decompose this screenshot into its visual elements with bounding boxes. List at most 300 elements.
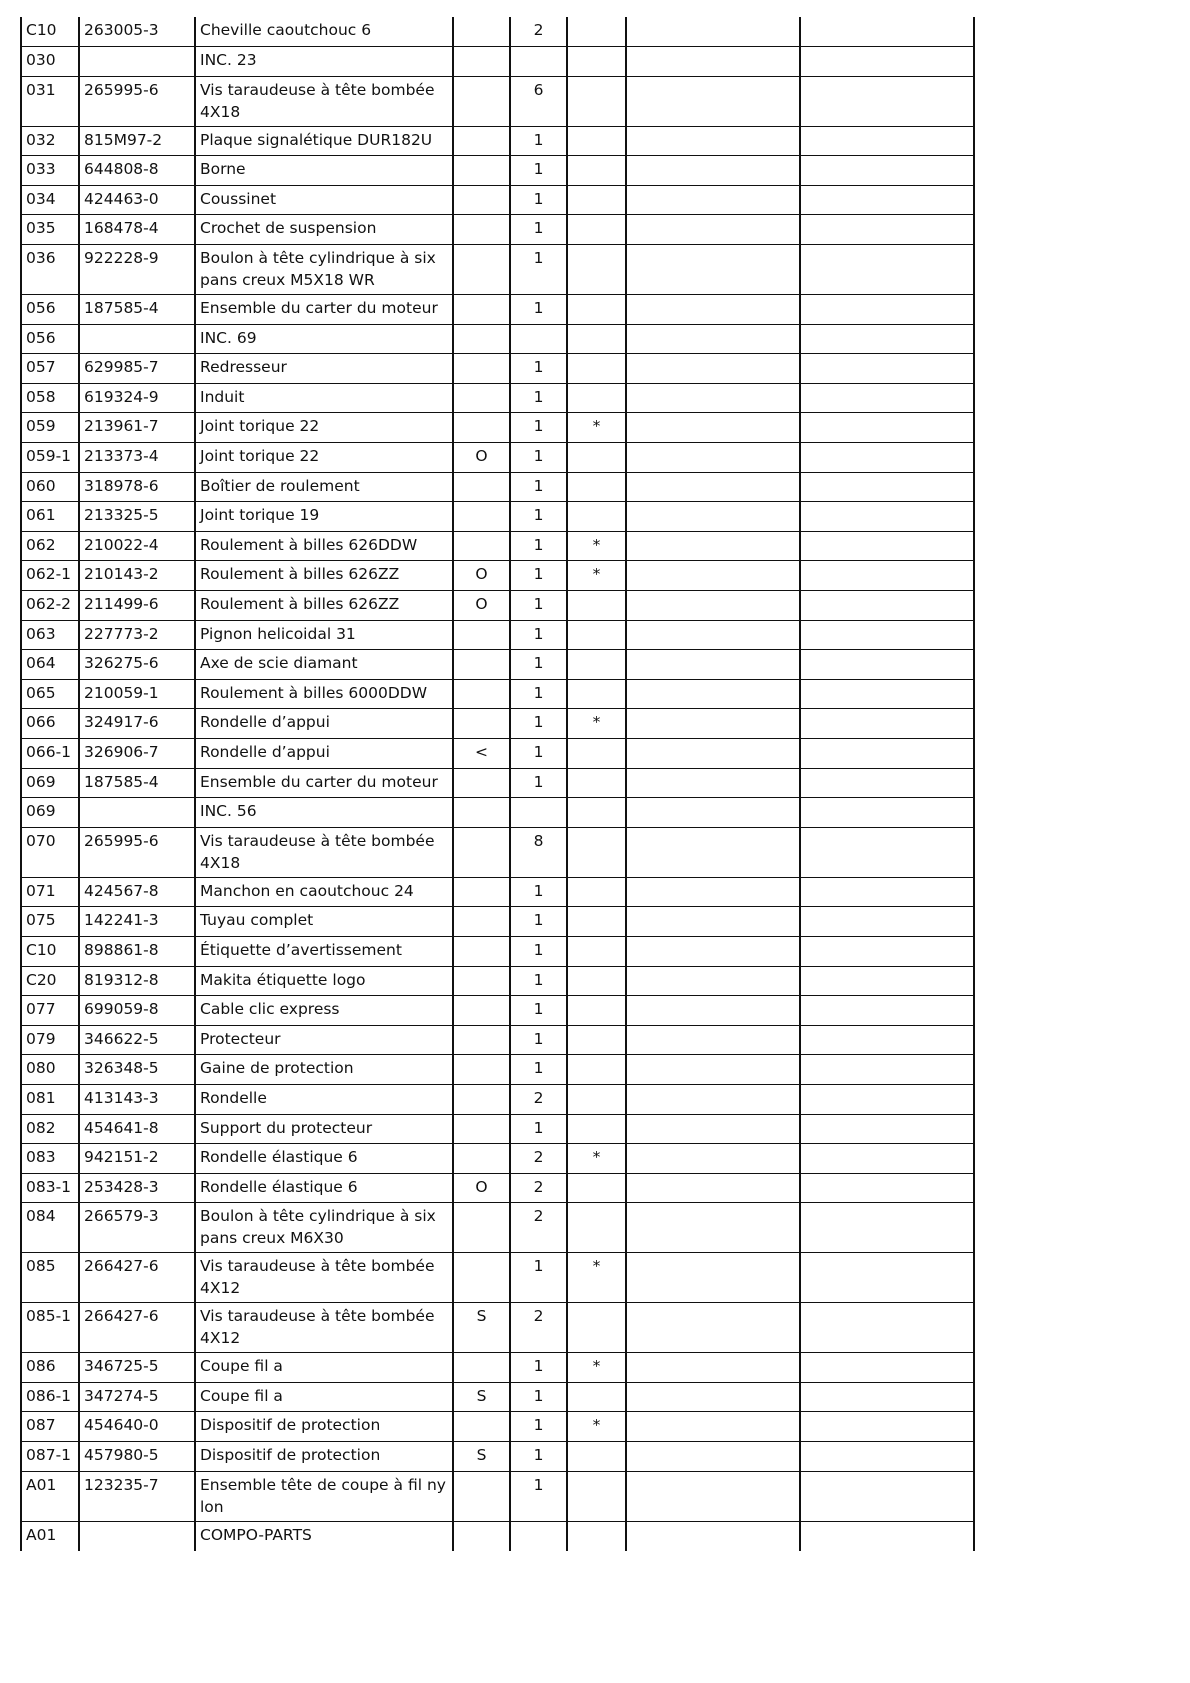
part-number-cell: 265995-6 <box>79 827 195 877</box>
description-cell: Support du protecteur <box>195 1114 453 1144</box>
part-number-cell: 210059-1 <box>79 679 195 709</box>
empty-cell <box>800 1203 974 1253</box>
part-number-cell: 187585-4 <box>79 768 195 798</box>
description-cell: Gaine de protection <box>195 1055 453 1085</box>
part-number-cell: 210143-2 <box>79 561 195 591</box>
empty-cell <box>800 679 974 709</box>
table-row <box>21 126 974 156</box>
empty-cell <box>626 443 800 473</box>
table-row <box>21 738 974 768</box>
part-number-cell <box>79 798 195 828</box>
part-number-cell: 266579-3 <box>79 1203 195 1253</box>
empty-cell <box>626 650 800 680</box>
description-cell: Redresseur <box>195 354 453 384</box>
change-mark-cell <box>453 245 510 295</box>
note-cell <box>567 295 626 325</box>
quantity-cell: 1 <box>510 413 567 443</box>
part-number-cell: 346725-5 <box>79 1353 195 1383</box>
description-cell: Joint torique 22 <box>195 443 453 473</box>
empty-cell <box>800 17 974 47</box>
empty-cell <box>626 1055 800 1085</box>
empty-cell <box>800 215 974 245</box>
table-row <box>21 709 974 739</box>
empty-cell <box>626 996 800 1026</box>
change-mark-cell <box>453 76 510 126</box>
change-mark-cell <box>453 768 510 798</box>
note-cell: * <box>567 413 626 443</box>
table-row <box>21 1055 974 1085</box>
empty-cell <box>626 354 800 384</box>
empty-cell <box>800 620 974 650</box>
note-cell <box>567 1025 626 1055</box>
part-number-cell: 318978-6 <box>79 472 195 502</box>
quantity-cell: 1 <box>510 443 567 473</box>
empty-cell <box>800 1353 974 1383</box>
table-row <box>21 936 974 966</box>
quantity-cell: 1 <box>510 1114 567 1144</box>
quantity-cell <box>510 324 567 354</box>
part-number-cell: 142241-3 <box>79 907 195 937</box>
item-number-cell: 069 <box>21 798 79 828</box>
empty-cell <box>800 47 974 77</box>
empty-cell <box>800 1303 974 1353</box>
empty-cell <box>800 1412 974 1442</box>
quantity-cell: 1 <box>510 966 567 996</box>
empty-cell <box>626 561 800 591</box>
table-row <box>21 650 974 680</box>
empty-cell <box>800 383 974 413</box>
quantity-cell: 1 <box>510 620 567 650</box>
empty-cell <box>626 1114 800 1144</box>
table-row <box>21 1521 974 1551</box>
empty-cell <box>800 1144 974 1174</box>
part-number-cell: 644808-8 <box>79 156 195 186</box>
note-cell <box>567 1521 626 1551</box>
part-number-cell: 424463-0 <box>79 185 195 215</box>
table-row <box>21 502 974 532</box>
note-cell: * <box>567 1253 626 1303</box>
item-number-cell: 081 <box>21 1084 79 1114</box>
empty-cell <box>626 1025 800 1055</box>
table-row <box>21 215 974 245</box>
part-number-cell: 211499-6 <box>79 591 195 621</box>
part-number-cell <box>79 1521 195 1551</box>
empty-cell <box>626 1084 800 1114</box>
part-number-cell: 326906-7 <box>79 738 195 768</box>
note-cell <box>567 877 626 907</box>
empty-cell <box>626 531 800 561</box>
change-mark-cell <box>453 383 510 413</box>
item-number-cell: 033 <box>21 156 79 186</box>
part-number-cell: 454640-0 <box>79 1412 195 1442</box>
empty-cell <box>626 502 800 532</box>
table-row <box>21 472 974 502</box>
empty-cell <box>626 185 800 215</box>
part-number-cell: 922228-9 <box>79 245 195 295</box>
empty-cell <box>800 1055 974 1085</box>
item-number-cell: C10 <box>21 17 79 47</box>
description-cell: Rondelle d’appui <box>195 709 453 739</box>
description-cell: Rondelle <box>195 1084 453 1114</box>
quantity-cell: 1 <box>510 738 567 768</box>
empty-cell <box>626 936 800 966</box>
empty-cell <box>800 324 974 354</box>
change-mark-cell <box>453 709 510 739</box>
change-mark-cell <box>453 996 510 1026</box>
description-cell: INC. 69 <box>195 324 453 354</box>
change-mark-cell <box>453 295 510 325</box>
quantity-cell: 2 <box>510 1144 567 1174</box>
item-number-cell: 086 <box>21 1353 79 1383</box>
empty-cell <box>626 907 800 937</box>
empty-cell <box>626 798 800 828</box>
table-row <box>21 156 974 186</box>
description-cell: Tuyau complet <box>195 907 453 937</box>
change-mark-cell <box>453 413 510 443</box>
table-row <box>21 1203 974 1253</box>
description-cell: Induit <box>195 383 453 413</box>
description-cell: Coussinet <box>195 185 453 215</box>
change-mark-cell: S <box>453 1442 510 1472</box>
empty-cell <box>626 295 800 325</box>
note-cell <box>567 738 626 768</box>
item-number-cell: 056 <box>21 295 79 325</box>
change-mark-cell: < <box>453 738 510 768</box>
quantity-cell: 1 <box>510 936 567 966</box>
empty-cell <box>800 827 974 877</box>
table-row <box>21 798 974 828</box>
quantity-cell: 2 <box>510 1303 567 1353</box>
table-row <box>21 907 974 937</box>
change-mark-cell <box>453 1144 510 1174</box>
empty-cell <box>626 1412 800 1442</box>
item-number-cell: A01 <box>21 1471 79 1521</box>
empty-cell <box>800 185 974 215</box>
item-number-cell: 031 <box>21 76 79 126</box>
empty-cell <box>800 966 974 996</box>
item-number-cell: 086-1 <box>21 1382 79 1412</box>
table-row <box>21 1442 974 1472</box>
description-cell: Boulon à tête cylindrique à six pans creux M6X30 <box>195 1203 453 1253</box>
change-mark-cell <box>453 1055 510 1085</box>
quantity-cell: 1 <box>510 907 567 937</box>
empty-cell <box>626 827 800 877</box>
empty-cell <box>626 1353 800 1383</box>
item-number-cell: 085 <box>21 1253 79 1303</box>
empty-cell <box>800 877 974 907</box>
item-number-cell: 077 <box>21 996 79 1026</box>
empty-cell <box>800 1114 974 1144</box>
item-number-cell: 069 <box>21 768 79 798</box>
empty-cell <box>800 1084 974 1114</box>
note-cell <box>567 17 626 47</box>
empty-cell <box>800 1471 974 1521</box>
part-number-cell <box>79 324 195 354</box>
part-number-cell: 213961-7 <box>79 413 195 443</box>
quantity-cell: 1 <box>510 472 567 502</box>
quantity-cell: 1 <box>510 383 567 413</box>
change-mark-cell <box>453 324 510 354</box>
empty-cell <box>626 472 800 502</box>
empty-cell <box>626 709 800 739</box>
table-row <box>21 17 974 47</box>
quantity-cell: 1 <box>510 1353 567 1383</box>
change-mark-cell <box>453 1114 510 1144</box>
table-row <box>21 1173 974 1203</box>
empty-cell <box>800 907 974 937</box>
item-number-cell: 057 <box>21 354 79 384</box>
empty-cell <box>800 768 974 798</box>
empty-cell <box>626 1471 800 1521</box>
change-mark-cell <box>453 1471 510 1521</box>
note-cell <box>567 245 626 295</box>
table-row <box>21 1412 974 1442</box>
table-row <box>21 47 974 77</box>
table-row <box>21 245 974 295</box>
part-number-cell: 227773-2 <box>79 620 195 650</box>
item-number-cell: 059 <box>21 413 79 443</box>
description-cell: Plaque signalétique DUR182U <box>195 126 453 156</box>
note-cell <box>567 768 626 798</box>
quantity-cell: 1 <box>510 768 567 798</box>
description-cell: Dispositif de protection <box>195 1442 453 1472</box>
empty-cell <box>800 126 974 156</box>
empty-cell <box>626 17 800 47</box>
empty-cell <box>626 1144 800 1174</box>
description-cell: Crochet de suspension <box>195 215 453 245</box>
empty-cell <box>800 650 974 680</box>
empty-cell <box>800 295 974 325</box>
table-row <box>21 76 974 126</box>
change-mark-cell <box>453 679 510 709</box>
change-mark-cell <box>453 502 510 532</box>
description-cell: Ensemble du carter du moteur <box>195 768 453 798</box>
empty-cell <box>800 738 974 768</box>
change-mark-cell <box>453 1203 510 1253</box>
empty-cell <box>626 1253 800 1303</box>
part-number-cell: 815M97-2 <box>79 126 195 156</box>
item-number-cell: 060 <box>21 472 79 502</box>
empty-cell <box>626 47 800 77</box>
note-cell: * <box>567 531 626 561</box>
quantity-cell: 1 <box>510 996 567 1026</box>
empty-cell <box>800 1382 974 1412</box>
change-mark-cell: O <box>453 443 510 473</box>
table-row <box>21 531 974 561</box>
change-mark-cell <box>453 1353 510 1383</box>
empty-cell <box>626 768 800 798</box>
item-number-cell: 063 <box>21 620 79 650</box>
note-cell <box>567 650 626 680</box>
table-row <box>21 1353 974 1383</box>
table-row <box>21 383 974 413</box>
description-cell: Roulement à billes 626ZZ <box>195 561 453 591</box>
table-row <box>21 324 974 354</box>
item-number-cell: 035 <box>21 215 79 245</box>
part-number-cell: 213325-5 <box>79 502 195 532</box>
change-mark-cell <box>453 650 510 680</box>
table-row <box>21 1144 974 1174</box>
item-number-cell: 062-2 <box>21 591 79 621</box>
empty-cell <box>800 798 974 828</box>
description-cell: Pignon helicoidal 31 <box>195 620 453 650</box>
item-number-cell: 084 <box>21 1203 79 1253</box>
table-row <box>21 443 974 473</box>
part-number-cell: 266427-6 <box>79 1303 195 1353</box>
change-mark-cell: O <box>453 561 510 591</box>
part-number-cell <box>79 47 195 77</box>
item-number-cell: 083-1 <box>21 1173 79 1203</box>
note-cell <box>567 502 626 532</box>
description-cell: Vis taraudeuse à tête bombée 4X12 <box>195 1253 453 1303</box>
description-cell: INC. 56 <box>195 798 453 828</box>
part-number-cell: 424567-8 <box>79 877 195 907</box>
part-number-cell: 898861-8 <box>79 936 195 966</box>
item-number-cell: 032 <box>21 126 79 156</box>
table-row <box>21 1303 974 1353</box>
change-mark-cell <box>453 126 510 156</box>
empty-cell <box>800 443 974 473</box>
part-number-cell: 413143-3 <box>79 1084 195 1114</box>
change-mark-cell <box>453 47 510 77</box>
empty-cell <box>626 413 800 443</box>
note-cell <box>567 324 626 354</box>
empty-cell <box>800 591 974 621</box>
empty-cell <box>800 561 974 591</box>
empty-cell <box>800 996 974 1026</box>
note-cell <box>567 185 626 215</box>
note-cell <box>567 798 626 828</box>
part-number-cell: 326348-5 <box>79 1055 195 1085</box>
quantity-cell: 2 <box>510 1084 567 1114</box>
quantity-cell: 1 <box>510 1442 567 1472</box>
table-row <box>21 1114 974 1144</box>
empty-cell <box>626 324 800 354</box>
item-number-cell: 059-1 <box>21 443 79 473</box>
quantity-cell: 8 <box>510 827 567 877</box>
empty-cell <box>626 1382 800 1412</box>
part-number-cell: 123235-7 <box>79 1471 195 1521</box>
table-row <box>21 768 974 798</box>
description-cell: Cheville caoutchouc 6 <box>195 17 453 47</box>
empty-cell <box>800 531 974 561</box>
part-number-cell: 263005-3 <box>79 17 195 47</box>
quantity-cell: 1 <box>510 156 567 186</box>
note-cell <box>567 383 626 413</box>
note-cell <box>567 76 626 126</box>
empty-cell <box>800 936 974 966</box>
quantity-cell: 1 <box>510 1412 567 1442</box>
quantity-cell: 1 <box>510 650 567 680</box>
empty-cell <box>626 1303 800 1353</box>
empty-cell <box>800 1442 974 1472</box>
description-cell: Roulement à billes 6000DDW <box>195 679 453 709</box>
empty-cell <box>800 472 974 502</box>
table-row <box>21 996 974 1026</box>
quantity-cell: 1 <box>510 185 567 215</box>
part-number-cell: 210022-4 <box>79 531 195 561</box>
quantity-cell: 1 <box>510 591 567 621</box>
item-number-cell: 080 <box>21 1055 79 1085</box>
empty-cell <box>800 709 974 739</box>
note-cell <box>567 354 626 384</box>
description-cell: Makita étiquette logo <box>195 966 453 996</box>
table-row <box>21 1382 974 1412</box>
item-number-cell: 083 <box>21 1144 79 1174</box>
change-mark-cell <box>453 1412 510 1442</box>
description-cell: INC. 23 <box>195 47 453 77</box>
quantity-cell: 1 <box>510 679 567 709</box>
change-mark-cell <box>453 185 510 215</box>
item-number-cell: C20 <box>21 966 79 996</box>
empty-cell <box>626 738 800 768</box>
quantity-cell: 1 <box>510 1382 567 1412</box>
part-number-cell: 942151-2 <box>79 1144 195 1174</box>
description-cell: Roulement à billes 626DDW <box>195 531 453 561</box>
description-cell: Cable clic express <box>195 996 453 1026</box>
quantity-cell: 1 <box>510 502 567 532</box>
note-cell <box>567 591 626 621</box>
description-cell: Borne <box>195 156 453 186</box>
description-cell: Rondelle d’appui <box>195 738 453 768</box>
note-cell <box>567 620 626 650</box>
note-cell: * <box>567 709 626 739</box>
item-number-cell: 058 <box>21 383 79 413</box>
empty-cell <box>800 1173 974 1203</box>
empty-cell <box>800 502 974 532</box>
item-number-cell: 066-1 <box>21 738 79 768</box>
quantity-cell: 1 <box>510 126 567 156</box>
part-number-cell: 326275-6 <box>79 650 195 680</box>
quantity-cell: 1 <box>510 1253 567 1303</box>
quantity-cell: 1 <box>510 1055 567 1085</box>
item-number-cell: 036 <box>21 245 79 295</box>
table-row <box>21 295 974 325</box>
item-number-cell: 061 <box>21 502 79 532</box>
empty-cell <box>626 591 800 621</box>
description-cell: Coupe fil a <box>195 1382 453 1412</box>
empty-cell <box>626 679 800 709</box>
quantity-cell: 1 <box>510 531 567 561</box>
description-cell: Vis taraudeuse à tête bombée 4X18 <box>195 827 453 877</box>
description-cell: Protecteur <box>195 1025 453 1055</box>
empty-cell <box>800 354 974 384</box>
quantity-cell <box>510 1521 567 1551</box>
note-cell <box>567 907 626 937</box>
table-row <box>21 679 974 709</box>
table-row <box>21 1025 974 1055</box>
part-number-cell: 253428-3 <box>79 1173 195 1203</box>
item-number-cell: 087 <box>21 1412 79 1442</box>
note-cell <box>567 936 626 966</box>
note-cell <box>567 1055 626 1085</box>
part-number-cell: 347274-5 <box>79 1382 195 1412</box>
empty-cell <box>626 1521 800 1551</box>
part-number-cell: 819312-8 <box>79 966 195 996</box>
note-cell <box>567 1442 626 1472</box>
change-mark-cell <box>453 966 510 996</box>
note-cell: * <box>567 1144 626 1174</box>
quantity-cell: 2 <box>510 17 567 47</box>
description-cell: Axe de scie diamant <box>195 650 453 680</box>
table-row <box>21 620 974 650</box>
change-mark-cell <box>453 531 510 561</box>
description-cell: Joint torique 19 <box>195 502 453 532</box>
note-cell <box>567 47 626 77</box>
empty-cell <box>800 76 974 126</box>
part-number-cell: 457980-5 <box>79 1442 195 1472</box>
description-cell: COMPO-PARTS <box>195 1521 453 1551</box>
